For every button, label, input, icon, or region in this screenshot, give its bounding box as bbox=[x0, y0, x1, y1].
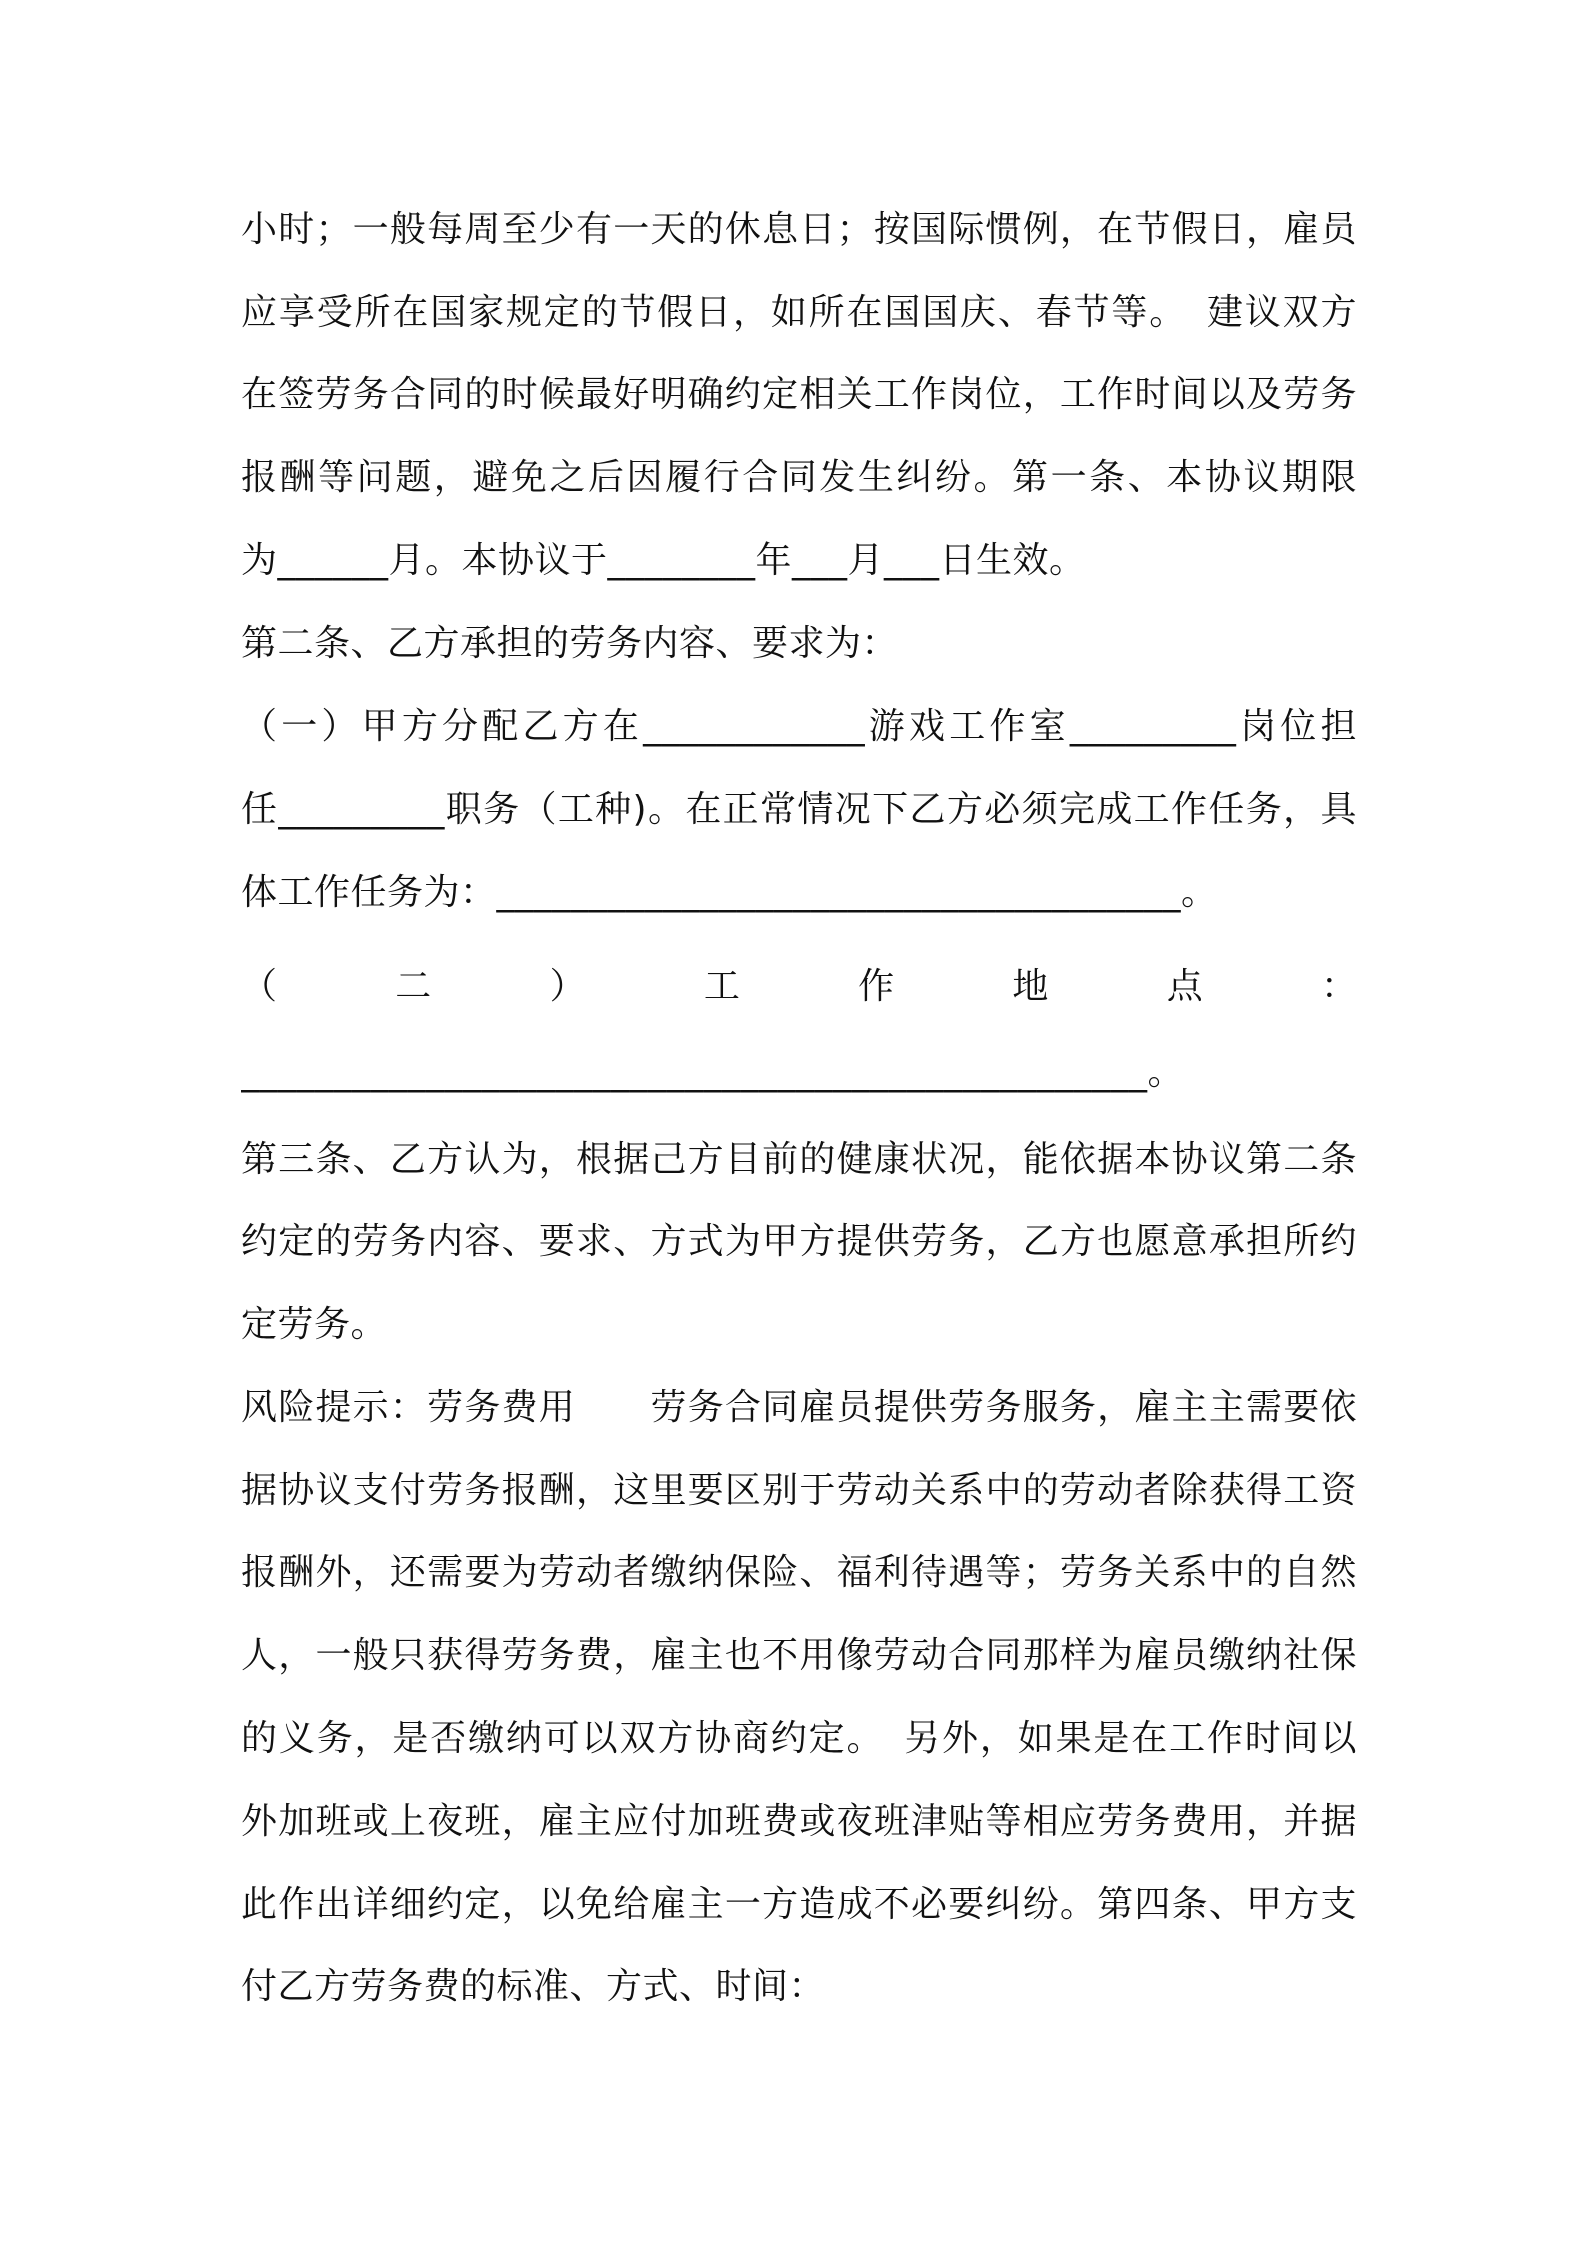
text-line-6: 第二条、乙方承担的劳务内容、要求为： bbox=[241, 623, 899, 664]
text-line-13: 定劳务。 bbox=[241, 1304, 388, 1345]
spread-char-8: ： bbox=[1320, 965, 1357, 1007]
spread-char-3: ） bbox=[549, 965, 586, 1007]
text-line-1: 小时；一般每周至少有一天的休息日；按国际惯例，在节假日，雇员 bbox=[241, 209, 1357, 250]
text-line-9: 体工作任务为：_____________________________________。 bbox=[241, 872, 1218, 913]
text-line-3: 在签劳务合同的时候最好明确约定相关工作岗位，工作时间以及劳务 bbox=[241, 374, 1357, 415]
text-line-11: 第三条、乙方认为，根据己方目前的健康状况，能依据本协议第二条 bbox=[241, 1139, 1357, 1180]
text-line-19: 外加班或上夜班，雇主应付加班费或夜班津贴等相应劳务费用，并据 bbox=[241, 1801, 1357, 1842]
text-line-17: 人，一般只获得劳务费，雇主也不用像劳动合同那样为雇员缴纳社保 bbox=[241, 1635, 1357, 1676]
text-line-12: 约定的劳务内容、要求、方式为甲方提供劳务，乙方也愿意承担所约 bbox=[241, 1221, 1357, 1262]
text-line-5: 为______月。本协议于________年___月___日生效。 bbox=[241, 540, 1086, 581]
text-line-10: _________________________________________________。 bbox=[241, 1052, 1184, 1093]
text-line-14: 风险提示：劳务费用 劳务合同雇员提供劳务服务，雇主主需要依 bbox=[241, 1387, 1357, 1428]
text-line-4: 报酬等问题，避免之后因履行合同发生纠纷。第一条、本协议期限 bbox=[241, 457, 1357, 498]
spread-char-5: 作 bbox=[858, 965, 895, 1007]
spread-char-7: 点 bbox=[1166, 965, 1203, 1007]
text-line-15: 据协议支付劳务报酬，这里要区别于劳动关系中的劳动者除获得工资 bbox=[241, 1470, 1357, 1511]
text-line-18: 的义务，是否缴纳可以双方协商约定。 另外，如果是在工作时间以 bbox=[241, 1718, 1357, 1759]
spread-char-4: 工 bbox=[703, 965, 740, 1007]
text-line-20: 此作出详细约定，以免给雇主一方造成不必要纠纷。第四条、甲方支 bbox=[241, 1884, 1357, 1925]
text-line-7: （一）甲方分配乙方在____________游戏工作室_________岗位担 bbox=[241, 706, 1357, 747]
text-line-16: 报酬外，还需要为劳动者缴纳保险、福利待遇等；劳务关系中的自然 bbox=[241, 1552, 1357, 1593]
text-line-21: 付乙方劳务费的标准、方式、时间： bbox=[241, 1966, 826, 2007]
spread-char-2: 二 bbox=[395, 965, 432, 1007]
work-location-heading bbox=[241, 953, 1357, 1013]
text-line-2: 应享受所在国家规定的节假日，如所在国国庆、春节等。 建议双方 bbox=[241, 292, 1357, 333]
spread-char-1: （ bbox=[241, 965, 278, 1007]
text-line-8: 任_________职务（工种)。在正常情况下乙方必须完成工作任务，具 bbox=[241, 789, 1357, 830]
spread-char-6: 地 bbox=[1012, 965, 1049, 1007]
